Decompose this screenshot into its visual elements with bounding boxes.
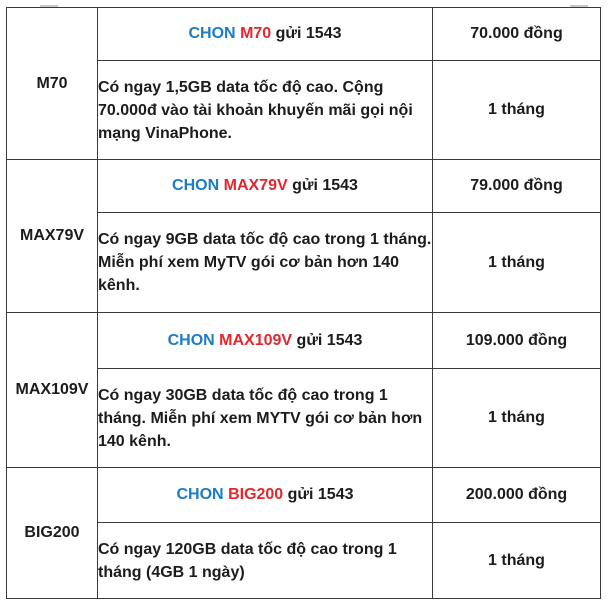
plan-duration: 1 tháng	[433, 213, 601, 313]
sms-suffix: gửi 1543	[287, 486, 354, 503]
plan-name: M70	[7, 8, 98, 160]
plan-duration: 1 tháng	[433, 523, 601, 599]
plan-description: Có ngay 9GB data tốc độ cao trong 1 tháng. Miễn phí xem MyTV gói cơ bản hơn 140 kênh.	[98, 213, 433, 313]
plan-row-command	[7, 468, 601, 523]
sms-suffix: gửi 1543	[292, 177, 358, 194]
sms-command	[98, 468, 433, 523]
sms-command	[98, 8, 433, 61]
sms-code: MAX79V	[223, 177, 288, 194]
plan-price: 79.000 đồng	[433, 160, 601, 213]
sms-keyword: CHON	[172, 177, 220, 194]
sms-command	[98, 160, 433, 213]
plan-name: MAX109V	[7, 313, 98, 468]
sms-suffix: gửi 1543	[296, 331, 363, 349]
plan-duration: 1 tháng	[433, 369, 601, 468]
plan-row-command	[7, 313, 601, 369]
plan-name: MAX79V	[7, 160, 98, 313]
sms-keyword: CHON	[167, 331, 215, 349]
sms-code: M70	[240, 25, 272, 42]
plan-name: BIG200	[7, 468, 98, 599]
sms-code: BIG200	[228, 486, 284, 503]
plan-price: 70.000 đồng	[433, 8, 601, 61]
plan-description: Có ngay 120GB data tốc độ cao trong 1 tháng (4GB 1 ngày)	[98, 523, 433, 599]
plan-description: Có ngay 1,5GB data tốc độ cao. Cộng 70.000đ vào tài khoản khuyến mãi gọi nội mạng VinaPhone.	[98, 61, 433, 160]
plan-price: 109.000 đồng	[433, 313, 601, 369]
plan-description: Có ngay 30GB data tốc độ cao trong 1 tháng. Miễn phí xem MYTV gói cơ bản hơn 140 kênh.	[98, 369, 433, 468]
sms-keyword: CHON	[176, 486, 224, 503]
sms-keyword: CHON	[188, 25, 236, 42]
plan-row-command	[7, 8, 601, 61]
plan-row-command	[7, 160, 601, 213]
plan-price: 200.000 đồng	[433, 468, 601, 523]
sms-code: MAX109V	[219, 331, 293, 349]
plan-duration: 1 tháng	[433, 61, 601, 160]
vinaphone-plans-table	[6, 7, 601, 599]
sms-command	[98, 313, 433, 369]
sms-suffix: gửi 1543	[275, 25, 342, 42]
